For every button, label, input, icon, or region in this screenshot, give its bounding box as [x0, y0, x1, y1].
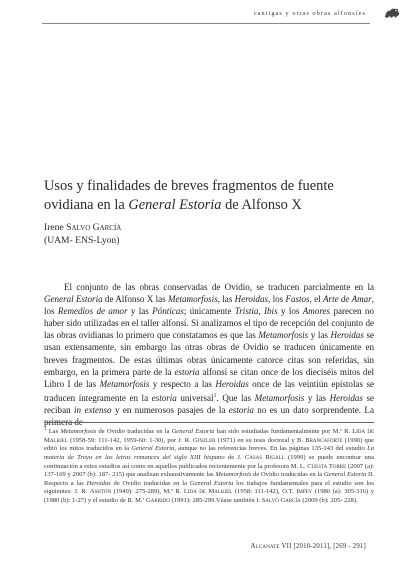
- page-footer: Alcanate VII [2010-2011], [269 - 291]: [250, 543, 366, 550]
- header-rule: [42, 23, 370, 24]
- footnote: $^1$ Las Metamorfosis de Ovidio traducidas en la General Estoria han sido estudiadas fundamentalmente por M.ª R. Lida de Malkiel (1958-59: 111-142, 1959-60: 1-30), por J. R. Ginzler (1971) en su tesis doctoral y B. Brancaforte (1990) que editó los mitos traducidos en la General Estoria, aunque no las referencias breves. En las páginas 135-143 del estudio La materia de Troya en las letras romances del siglo XIII hispano de J. Casas Rigall (1999) se puede encontrar una continuación a estos estudios así como en aquellos publicados recientemente por la profesora M. L. Cuesta Torre (2007 (a): 137-169 y 2007 (b): 187- 215) que analizan exhaustivamente las Metamorfosis de Ovidio traducidas en la General Estoria II. Respecto a las Heroidas de Ovidio traducidas en la General Estoria los trabajos fundamentales para el estudio son los siguientes: J. R. Ashton (1949): 275-289), M.ª R. Lida de Malkiel (1958: 111-142), O.T. Impey (1980 (a): 305-316) y (1980 (b): 1-27) y el estudio de R. M.ª Garrido (1991): 285-299.Véase también I. Salvo García (2009 (b): 205- 228).: [44, 427, 374, 504]
- heraldic-lion-emblem-icon: [383, 6, 401, 20]
- running-header: cantigas y otras obras alfonsíes: [253, 10, 366, 17]
- article-title: Usos y finalidades de breves fragmentos de fuente ovidiana en la General Estoria de Alfonso X: [44, 178, 334, 213]
- footnote-number: 1: [44, 427, 47, 432]
- footnote-reference[interactable]: 1: [213, 392, 217, 399]
- author-name: Irene Salvo García: [44, 222, 122, 233]
- author-affiliation: (UAM- ENS-Lyon): [44, 234, 120, 246]
- footnote-rule: [44, 422, 374, 423]
- author-block: [44, 222, 121, 247]
- body-paragraph: El conjunto de las obras conservadas de Ovidio, se traducen parcialmente en la General Estoria de Alfonso X las Metamorfosis, las Heroidas, los Fastos, el Arte de Amar, los Remedios de amor y las Pónticas; únicamente Tristia, Ibis y los Amores parecen no haber sido utilizadas en el taller alfonsí. Si analizamos el tipo de recepción del conjunto de las obras ovidianas lo primero que constatamos es que las Metamorfosis y las Heroidas se usan extensamente, sin embargo las otras obras de Ovidio se traducen únicamente en breves fragmentos. De estas últimas obras únicamente catorce citas son referidas, sin embargo, en la primera parte de la estoria alfonsí se citan once de los dieciséis mitos del Libro I de las Metamorfosis y respecto a las Heroidas once de las veintiún epístolas se traducen íntegramente en la estoria universal$^1$. Que las Metamorfosis y las Heroidas se reciban in extenso y en numerosos pasajes de la estoria no es un dato sorprendente. La primera de: [44, 282, 375, 428]
